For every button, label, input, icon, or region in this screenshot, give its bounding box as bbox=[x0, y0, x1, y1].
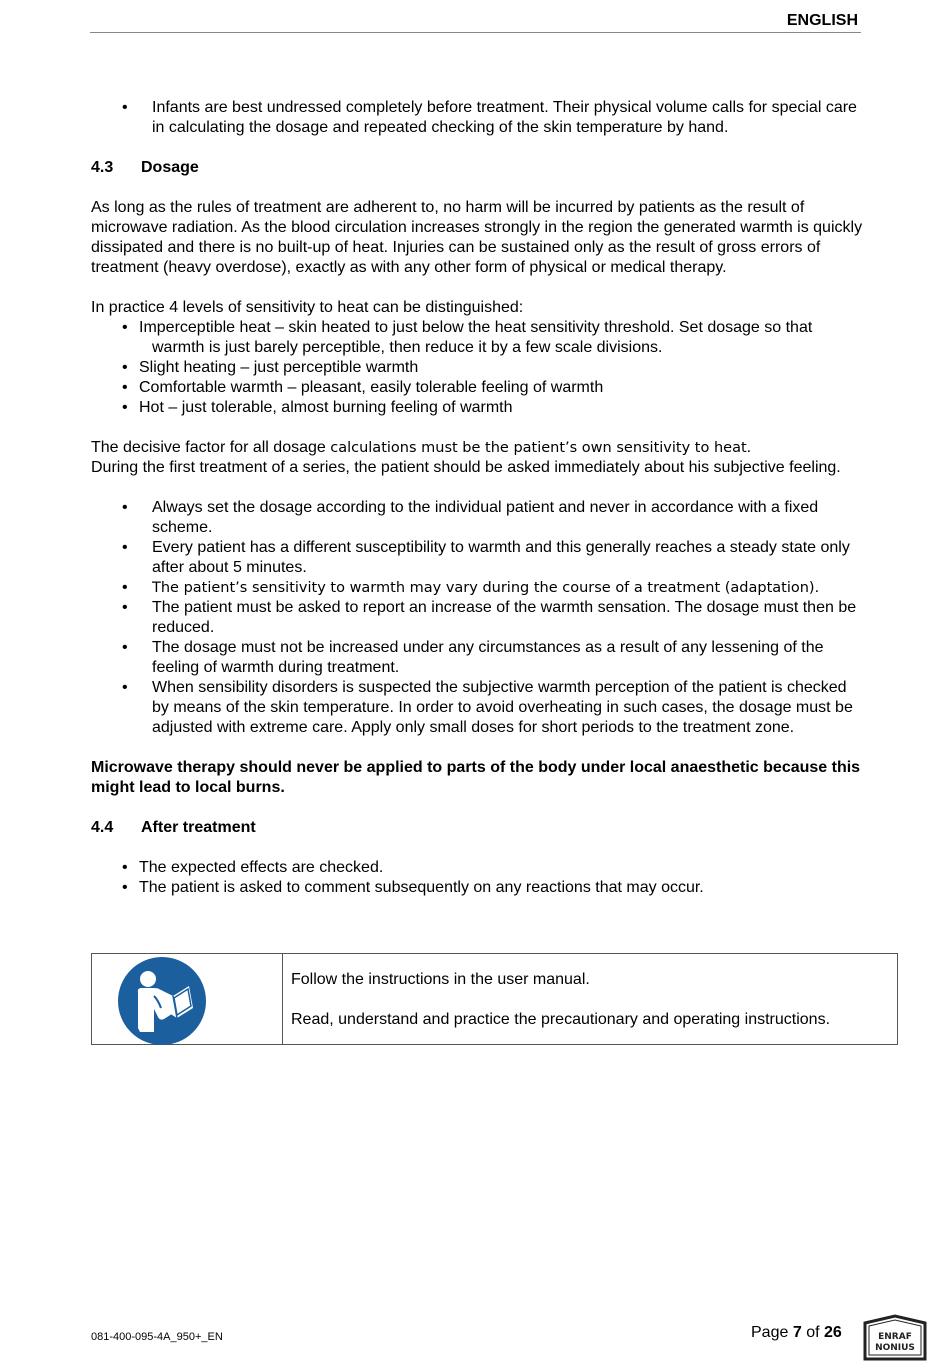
dosage-rules-list bbox=[91, 498, 863, 738]
section-heading-4-4 bbox=[91, 818, 863, 838]
instruction-notice-box bbox=[91, 953, 898, 1045]
intro-bullet-list bbox=[91, 98, 863, 138]
logo-text-enraf: ENRAF bbox=[878, 1332, 912, 1342]
section-number: 4.3 bbox=[91, 159, 114, 176]
page-number: 7 bbox=[792, 1324, 802, 1341]
paragraph-decisive-factor bbox=[91, 438, 863, 458]
paragraph-levels-intro: In practice 4 levels of sensitivity to heat can be distinguished: bbox=[91, 299, 524, 316]
paragraph-first-treatment: During the first treatment of a series, the patient should be asked immediately about his subjective feeling. bbox=[91, 459, 841, 476]
text-run: . bbox=[814, 579, 820, 596]
list-item-text: The patient’s sensitivity to warmth may vary during the course of a treatment (adaptation) bbox=[152, 580, 815, 596]
list-item-text: Hot – just tolerable, almost burning feeling of warmth bbox=[139, 399, 513, 416]
notice-icon-cell bbox=[92, 954, 283, 1044]
page-content bbox=[91, 98, 863, 898]
list-item bbox=[91, 578, 863, 598]
section-heading-4-3 bbox=[91, 158, 863, 178]
paragraph-microwave-safety: As long as the rules of treatment are adherent to, no harm will be incurred by patients as the result of microwave radiation. As the blood circulation increases strongly in the region the generated warmth is quickly dissipated and there is no built-up of heat. Injuries can be sustained only as the result of gross errors of treatment (heavy overdose), exactly as with any other form of physical or medical therapy. bbox=[91, 199, 863, 276]
list-item-text: Imperceptible heat – skin heated to just below the heat sensitivity threshold. Set dosage so that bbox=[139, 319, 813, 336]
sensitivity-levels-list bbox=[91, 318, 863, 418]
document-code: 081-400-095-4A_950+_EN bbox=[91, 1331, 223, 1343]
read-manual-icon bbox=[117, 956, 207, 1046]
notice-text-cell bbox=[291, 970, 891, 1030]
page-label: Page bbox=[751, 1324, 789, 1341]
logo-text-nonius: NONIUS bbox=[875, 1343, 915, 1353]
list-item: • When sensibility disorders is suspected the subjective warmth perception of the patient is checked by means of the skin temperature. In order to avoid overheating in such cases, the dosage must be adjusted with extreme care. Apply only small doses for short periods to the treatment zone. bbox=[91, 678, 863, 738]
list-item bbox=[91, 318, 863, 358]
of-label: of bbox=[806, 1324, 820, 1341]
text-run: The decisive factor for all dosage bbox=[91, 439, 331, 456]
list-item bbox=[91, 358, 863, 378]
warning-local-anaesthetic: Microwave therapy should never be applied to parts of the body under local anaesthetic because this might lead to local burns. bbox=[91, 759, 861, 796]
text-run: calculations must be the patient’s own sensitivity to heat bbox=[330, 440, 747, 456]
notice-line-follow-manual: Follow the instructions in the user manual. bbox=[291, 971, 590, 988]
list-item: • Infants are best undressed completely before treatment. Their physical volume calls for special care in calculating the dosage and repeated checking of the skin temperature by hand. bbox=[91, 98, 863, 138]
list-item: • Always set the dosage according to the individual patient and never in accordance with a fixed scheme. bbox=[91, 498, 863, 538]
list-item bbox=[91, 858, 863, 878]
header-language: ENGLISH bbox=[786, 12, 858, 29]
section-number: 4.4 bbox=[91, 819, 114, 836]
list-item-text: Slight heating – just perceptible warmth bbox=[139, 359, 419, 376]
list-item bbox=[91, 378, 863, 398]
list-item bbox=[91, 878, 863, 898]
page-indicator bbox=[751, 1323, 842, 1343]
section-title: Dosage bbox=[141, 159, 199, 176]
after-treatment-list bbox=[91, 858, 863, 898]
text-run: . bbox=[746, 439, 752, 456]
list-item: • The patient must be asked to report an increase of the warmth sensation. The dosage must then be reduced. bbox=[91, 598, 863, 638]
list-item: • Every patient has a different susceptibility to warmth and this generally reaches a steady state only after about 5 minutes. bbox=[91, 538, 863, 578]
list-item: • The dosage must not be increased under any circumstances as a result of any lessening of the feeling of warmth during treatment. bbox=[91, 638, 863, 678]
notice-line-read-understand: Read, understand and practice the precautionary and operating instructions. bbox=[291, 1011, 831, 1028]
list-item bbox=[91, 398, 863, 418]
list-item-text: Comfortable warmth – pleasant, easily tolerable feeling of warmth bbox=[139, 379, 604, 396]
list-item-text: The patient is asked to comment subsequently on any reactions that may occur. bbox=[139, 879, 704, 896]
enraf-nonius-logo bbox=[863, 1313, 927, 1363]
list-item-text: The expected effects are checked. bbox=[139, 859, 384, 876]
page-total: 26 bbox=[823, 1324, 842, 1341]
header-divider bbox=[90, 32, 861, 33]
list-item-continuation: warmth is just barely perceptible, then reduce it by a few scale divisions. bbox=[152, 339, 663, 356]
section-title: After treatment bbox=[141, 819, 256, 836]
